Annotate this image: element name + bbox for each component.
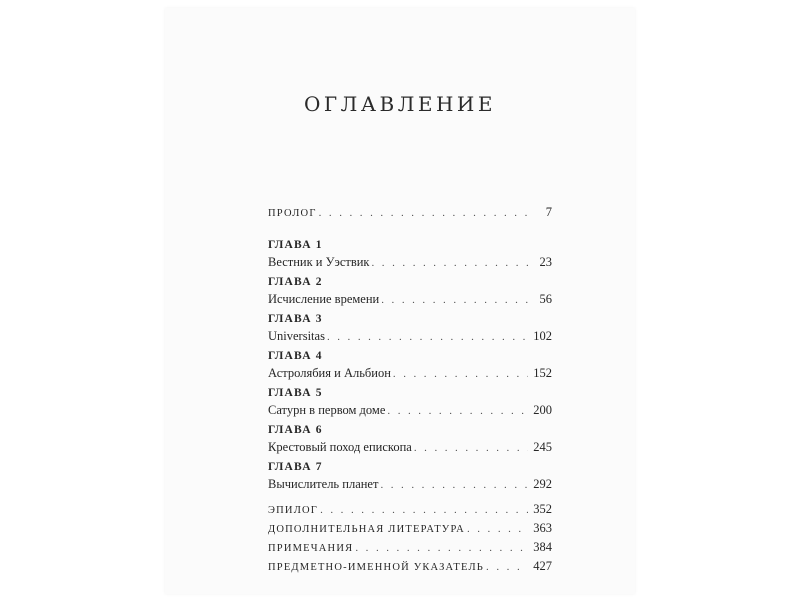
toc-entry-epilogue bbox=[268, 502, 552, 519]
chapter-heading: ГЛАВА 5 bbox=[268, 387, 323, 399]
toc-page-number: 427 bbox=[533, 559, 552, 573]
dot-leader bbox=[372, 257, 529, 269]
dot-leader bbox=[381, 294, 528, 306]
chapter-heading: ГЛАВА 4 bbox=[268, 350, 323, 362]
chapter-heading: ГЛАВА 3 bbox=[268, 313, 323, 325]
dot-leader bbox=[393, 368, 528, 380]
dot-leader bbox=[387, 405, 528, 417]
dot-leader bbox=[467, 523, 528, 535]
chapter-title: Крестовый поход епископа bbox=[268, 440, 412, 454]
toc-entry-chapter-7 bbox=[268, 477, 552, 494]
toc-page-number: 7 bbox=[545, 205, 552, 219]
page-title: ОГЛАВЛЕНИЕ bbox=[304, 92, 496, 116]
toc-entry-chapter-5 bbox=[268, 403, 552, 420]
chapter-title: Вычислитель планет bbox=[268, 477, 379, 491]
toc-entry-label: ЭПИЛОГ bbox=[268, 505, 319, 516]
toc-page-number: 352 bbox=[533, 502, 552, 516]
toc-entry-chapter-2 bbox=[268, 292, 552, 309]
toc-page-number: 200 bbox=[533, 403, 552, 417]
toc-page-number: 56 bbox=[539, 292, 552, 306]
toc-entry-further-reading bbox=[268, 521, 552, 538]
toc-entry-label: ПРОЛОГ bbox=[268, 208, 317, 219]
toc-entry-label: ПРИМЕЧАНИЯ bbox=[268, 543, 354, 554]
dot-leader bbox=[380, 479, 528, 491]
toc-entry-chapter-4 bbox=[268, 366, 552, 383]
toc-page-number: 102 bbox=[533, 329, 552, 343]
chapter-title: Вестник и Уэствик bbox=[268, 255, 370, 269]
chapter-heading: ГЛАВА 2 bbox=[268, 276, 323, 288]
dot-leader bbox=[355, 542, 528, 554]
toc-entry-label: ДОПОЛНИТЕЛЬНАЯ ЛИТЕРАТУРА bbox=[268, 524, 465, 535]
toc-entry-notes bbox=[268, 540, 552, 557]
toc-page-number: 292 bbox=[533, 477, 552, 491]
dot-leader bbox=[320, 504, 528, 516]
chapter-title: Исчисление времени bbox=[268, 292, 380, 306]
chapter-heading: ГЛАВА 6 bbox=[268, 424, 323, 436]
toc-entry-label: ПРЕДМЕТНО-ИМЕННОЙ УКАЗАТЕЛЬ bbox=[268, 562, 485, 573]
dot-leader bbox=[414, 442, 528, 454]
dot-leader bbox=[319, 207, 528, 219]
chapter-title: Сатурн в первом доме bbox=[268, 403, 386, 417]
toc-entry-index bbox=[268, 559, 552, 576]
chapter-heading: ГЛАВА 7 bbox=[268, 461, 323, 473]
toc-page-number: 363 bbox=[533, 521, 552, 535]
toc-entry-chapter-6 bbox=[268, 440, 552, 457]
chapter-title: Universitas bbox=[268, 329, 325, 343]
dot-leader bbox=[327, 331, 528, 343]
table-of-contents bbox=[268, 205, 552, 576]
chapter-title: Астролябия и Альбион bbox=[268, 366, 391, 380]
toc-page-number: 152 bbox=[533, 366, 552, 380]
toc-entry-chapter-3 bbox=[268, 329, 552, 346]
toc-entry-prologue bbox=[268, 205, 552, 222]
toc-page-number: 384 bbox=[533, 540, 552, 554]
dot-leader bbox=[486, 561, 528, 573]
chapter-heading: ГЛАВА 1 bbox=[268, 239, 323, 251]
toc-page-number: 23 bbox=[539, 255, 552, 269]
toc-page-number: 245 bbox=[533, 440, 552, 454]
toc-entry-chapter-1 bbox=[268, 255, 552, 272]
